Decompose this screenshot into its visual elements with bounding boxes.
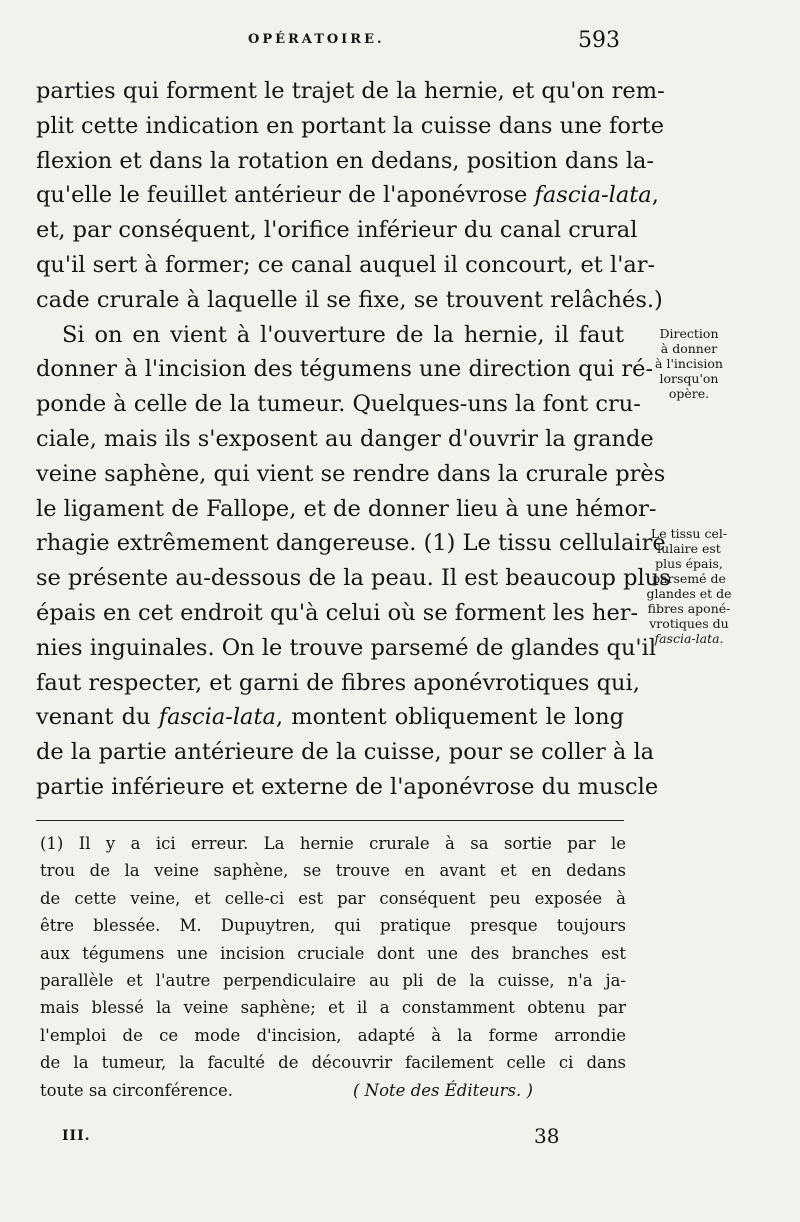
body-line: venant du fascia-lata, montent obliquement le long <box>36 704 624 731</box>
footnote-line: de cette veine, et celle-ci est par conséquent peu exposée à <box>40 888 626 908</box>
main-text <box>36 74 671 805</box>
footnote-rule <box>36 820 624 821</box>
footnote-line: toute sa circonférence. <box>40 1080 233 1100</box>
body-line: se présente au-dessous de la peau. Il est beaucoup plus <box>36 565 671 592</box>
footnote <box>40 830 626 1104</box>
footnote-line: mais blessé la veine saphène; et il a constamment obtenu par <box>40 998 626 1018</box>
margin-note-direction <box>634 326 744 401</box>
body-line: le ligament de Fallope, et de donner lieu à une hémor- <box>36 495 657 522</box>
margin-note-tissue <box>634 526 744 646</box>
footnote-attribution: ( Note des Éditeurs. ) <box>353 1080 533 1100</box>
footnote-line: trou de la veine saphène, se trouve en avant et en dedans <box>40 861 626 881</box>
margin-note-line: opère. <box>668 386 710 401</box>
signature-mark: III. <box>62 1128 91 1144</box>
margin-note-line: vrotiques du <box>649 616 729 631</box>
margin-note-line: parsemé de <box>652 571 726 586</box>
body-line: qu'il sert à former; ce canal auquel il concourt, et l'ar- <box>36 251 656 278</box>
body-line: parties qui forment le trajet de la hernie, et qu'on rem- <box>36 78 665 104</box>
margin-note-line: à donner <box>660 341 718 356</box>
body-line: partie inférieure et externe de l'aponévrose du muscle <box>36 773 659 800</box>
footnote-line: aux tégumens une incision cruciale dont une des branches est <box>40 943 626 963</box>
footnote-line: (1) Il y a ici erreur. La hernie crurale à sa sortie par le <box>40 834 626 853</box>
margin-note-line: Direction <box>659 326 719 341</box>
body-line: nies inguinales. On le trouve parsemé de glandes qu'il <box>36 634 657 661</box>
body-line: veine saphène, qui vient se rendre dans la crurale près <box>36 460 666 487</box>
body-line: Si on en vient à l'ouverture de la hernie, il faut <box>62 321 624 348</box>
body-line: cade crurale à laquelle il se fixe, se trouvent relâchés.) <box>36 286 663 313</box>
footnote-line: de la tumeur, la faculté de découvrir facilement celle ci dans <box>40 1053 626 1073</box>
body-line: et, par conséquent, l'orifice inférieur du canal crural <box>36 217 638 244</box>
body-line: flexion et dans la rotation en dedans, position dans la- <box>36 147 655 174</box>
body-line: ciale, mais ils s'exposent au danger d'ouvrir la grande <box>36 425 654 452</box>
footnote-line: être blessée. M. Dupuytren, qui pratique presque toujours <box>40 916 626 936</box>
margin-note-line: lorsqu'on <box>659 371 719 386</box>
margin-note-line: fascia-lata. <box>654 631 724 646</box>
body-line: ponde à celle de la tumeur. Quelques-uns la font cru- <box>36 391 641 418</box>
body-line: qu'elle le feuillet antérieur de l'aponévrose fascia-lata, <box>36 182 659 209</box>
footnote-line: parallèle et l'autre perpendiculaire au pli de la cuisse, n'a ja- <box>40 971 626 991</box>
margin-note-line: plus épais, <box>655 556 723 571</box>
running-title: OPÉRATOIRE. <box>248 32 385 47</box>
body-line: rhagie extrêmement dangereuse. (1) Le tissu cellulaire <box>36 530 666 557</box>
margin-note-line: fibres aponé- <box>647 601 731 616</box>
body-line: de la partie antérieure de la cuisse, pour se coller à la <box>36 739 655 766</box>
page-number: 593 <box>578 28 620 53</box>
body-line: faut respecter, et garni de fibres aponévrotiques qui, <box>36 669 640 696</box>
footnote-last-line <box>40 1077 626 1104</box>
margin-note-line: glandes et de <box>646 586 732 601</box>
margin-note-line: à l'incision <box>655 356 723 371</box>
margin-note-line: Le tissu cel- <box>650 526 728 541</box>
body-line: épais en cet endroit qu'à celui où se forment les her- <box>36 599 639 626</box>
margin-note-line: lulaire est <box>657 541 721 556</box>
body-line: plit cette indication en portant la cuisse dans une forte <box>36 112 665 139</box>
signature-number: 38 <box>534 1124 560 1148</box>
body-line: donner à l'incision des tégumens une direction qui ré- <box>36 356 654 383</box>
footnote-line: l'emploi de ce mode d'incision, adapté à la forme arrondie <box>40 1025 626 1045</box>
